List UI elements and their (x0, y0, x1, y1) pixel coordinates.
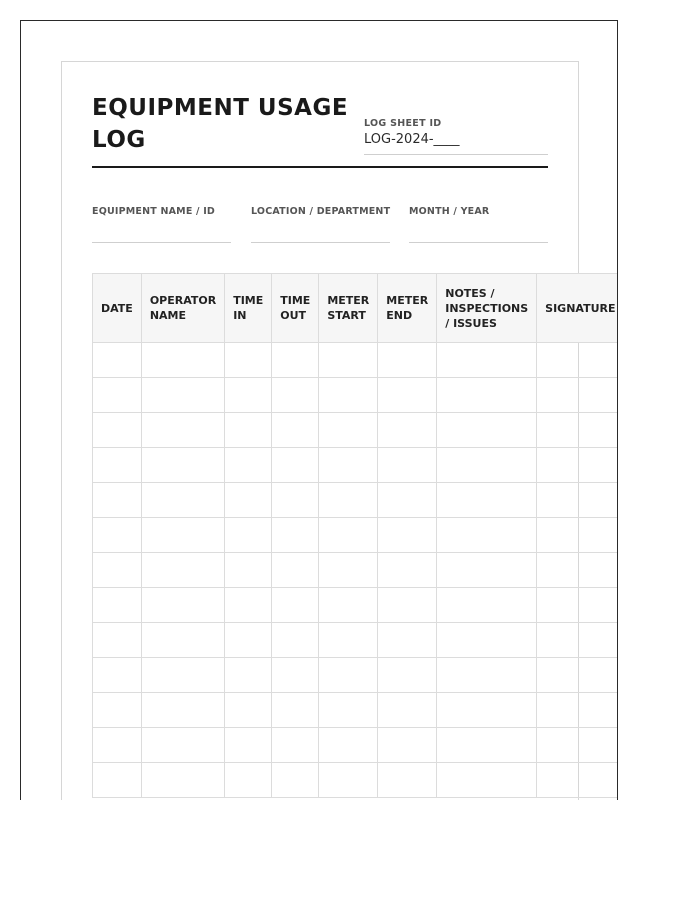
table-cell[interactable] (141, 728, 224, 763)
column-header-signature: SIGNATURE (537, 274, 618, 343)
equipment-name-input-line[interactable] (92, 242, 231, 243)
table-cell[interactable] (225, 693, 272, 728)
table-cell[interactable] (437, 588, 537, 623)
table-cell[interactable] (141, 378, 224, 413)
table-cell[interactable] (537, 728, 618, 763)
table-cell[interactable] (272, 448, 319, 483)
location-department-input-line[interactable] (251, 242, 390, 243)
table-cell[interactable] (537, 553, 618, 588)
table-cell[interactable] (378, 378, 437, 413)
table-cell[interactable] (225, 378, 272, 413)
table-cell[interactable] (378, 728, 437, 763)
table-cell[interactable] (437, 448, 537, 483)
table-cell[interactable] (93, 763, 142, 798)
log-sheet (61, 61, 616, 800)
column-header-operator-name: OPERATOR NAME (141, 274, 224, 343)
table-row (93, 378, 619, 413)
table-cell[interactable] (537, 448, 618, 483)
table-cell[interactable] (272, 588, 319, 623)
table-cell[interactable] (537, 658, 618, 693)
table-cell[interactable] (537, 483, 618, 518)
table-cell[interactable] (378, 343, 437, 378)
month-year-input-line[interactable] (409, 242, 548, 243)
table-cell[interactable] (378, 483, 437, 518)
table-cell[interactable] (272, 623, 319, 658)
table-row (93, 483, 619, 518)
table-cell[interactable] (93, 483, 142, 518)
table-cell[interactable] (141, 413, 224, 448)
log-sheet-id-block (364, 118, 548, 155)
table-cell[interactable] (319, 588, 378, 623)
page-frame (20, 20, 618, 800)
table-cell[interactable] (272, 553, 319, 588)
table-cell[interactable] (225, 343, 272, 378)
table-cell[interactable] (437, 553, 537, 588)
title-divider (92, 166, 548, 168)
table-cell[interactable] (319, 413, 378, 448)
table-cell[interactable] (93, 658, 142, 693)
table-cell[interactable] (272, 483, 319, 518)
table-cell[interactable] (378, 623, 437, 658)
table-cell[interactable] (272, 378, 319, 413)
table-row (93, 763, 619, 798)
table-cell[interactable] (537, 693, 618, 728)
table-row (93, 588, 619, 623)
table-cell[interactable] (319, 448, 378, 483)
table-cell[interactable] (437, 413, 537, 448)
table-row (93, 518, 619, 553)
table-header-row (93, 274, 619, 343)
column-header-time-out: TIME OUT (272, 274, 319, 343)
table-cell[interactable] (378, 448, 437, 483)
table-cell[interactable] (225, 658, 272, 693)
log-table-body (93, 343, 619, 798)
column-header-time-in: TIME IN (225, 274, 272, 343)
log-sheet-id-field[interactable]: LOG-2024-____ (364, 132, 548, 155)
month-year-field (409, 206, 548, 243)
table-cell[interactable] (319, 763, 378, 798)
table-cell[interactable] (141, 588, 224, 623)
table-row (93, 343, 619, 378)
table-cell[interactable] (141, 448, 224, 483)
table-cell[interactable] (437, 518, 537, 553)
table-row (93, 623, 619, 658)
table-cell[interactable] (378, 553, 437, 588)
table-row (93, 553, 619, 588)
table-cell[interactable] (537, 588, 618, 623)
table-cell[interactable] (93, 623, 142, 658)
table-cell[interactable] (141, 658, 224, 693)
table-cell[interactable] (93, 588, 142, 623)
location-department-label: LOCATION / DEPARTMENT (251, 206, 391, 217)
table-cell[interactable] (225, 763, 272, 798)
month-year-label: MONTH / YEAR (409, 206, 490, 217)
table-cell[interactable] (537, 763, 618, 798)
table-cell[interactable] (93, 378, 142, 413)
table-row (93, 658, 619, 693)
table-cell[interactable] (319, 728, 378, 763)
table-cell[interactable] (93, 693, 142, 728)
table-cell[interactable] (141, 518, 224, 553)
table-cell[interactable] (93, 728, 142, 763)
table-cell[interactable] (319, 553, 378, 588)
table-cell[interactable] (141, 343, 224, 378)
column-header-date: DATE (93, 274, 142, 343)
table-cell[interactable] (93, 413, 142, 448)
table-cell[interactable] (272, 728, 319, 763)
table-cell[interactable] (378, 693, 437, 728)
table-cell[interactable] (272, 343, 319, 378)
table-cell[interactable] (437, 728, 537, 763)
location-department-field (251, 206, 390, 243)
table-cell[interactable] (437, 378, 537, 413)
equipment-name-field (92, 206, 231, 243)
table-cell[interactable] (93, 448, 142, 483)
column-header-meter-end: METER END (378, 274, 437, 343)
table-cell[interactable] (537, 518, 618, 553)
table-cell[interactable] (272, 693, 319, 728)
table-cell[interactable] (225, 588, 272, 623)
table-cell[interactable] (319, 658, 378, 693)
table-cell[interactable] (225, 413, 272, 448)
usage-log-table (92, 273, 618, 798)
table-cell[interactable] (537, 623, 618, 658)
table-cell[interactable] (93, 553, 142, 588)
log-sheet-id-label: LOG SHEET ID (364, 118, 442, 129)
table-cell[interactable] (537, 378, 618, 413)
table-cell[interactable] (272, 763, 319, 798)
table-cell[interactable] (272, 413, 319, 448)
table-cell[interactable] (378, 763, 437, 798)
table-cell[interactable] (319, 693, 378, 728)
table-cell[interactable] (378, 413, 437, 448)
table-cell[interactable] (437, 343, 537, 378)
table-cell[interactable] (378, 518, 437, 553)
table-cell[interactable] (437, 693, 537, 728)
table-cell[interactable] (141, 483, 224, 518)
equipment-name-label: EQUIPMENT NAME / ID (92, 206, 216, 217)
table-cell[interactable] (537, 343, 618, 378)
table-cell[interactable] (225, 553, 272, 588)
table-cell[interactable] (378, 658, 437, 693)
table-cell[interactable] (437, 623, 537, 658)
table-cell[interactable] (141, 553, 224, 588)
table-cell[interactable] (141, 763, 224, 798)
table-cell[interactable] (319, 483, 378, 518)
table-cell[interactable] (225, 483, 272, 518)
table-cell[interactable] (319, 518, 378, 553)
table-cell[interactable] (272, 518, 319, 553)
table-cell[interactable] (225, 518, 272, 553)
table-cell[interactable] (225, 448, 272, 483)
table-cell[interactable] (437, 658, 537, 693)
table-row (93, 693, 619, 728)
table-cell[interactable] (378, 588, 437, 623)
table-cell[interactable] (437, 483, 537, 518)
table-cell[interactable] (319, 378, 378, 413)
table-cell[interactable] (272, 658, 319, 693)
table-cell[interactable] (537, 413, 618, 448)
table-cell[interactable] (319, 623, 378, 658)
table-cell[interactable] (141, 693, 224, 728)
column-header-notes: NOTES / INSPECTIONS / ISSUES (437, 274, 537, 343)
table-row (93, 413, 619, 448)
column-header-meter-start: METER START (319, 274, 378, 343)
table-row (93, 728, 619, 763)
table-cell[interactable] (93, 343, 142, 378)
table-cell[interactable] (93, 518, 142, 553)
table-cell[interactable] (319, 343, 378, 378)
table-row (93, 448, 619, 483)
table-cell[interactable] (437, 763, 537, 798)
table-cell[interactable] (225, 623, 272, 658)
document-title: EQUIPMENT USAGE LOG (92, 95, 349, 153)
table-cell[interactable] (225, 728, 272, 763)
table-cell[interactable] (141, 623, 224, 658)
